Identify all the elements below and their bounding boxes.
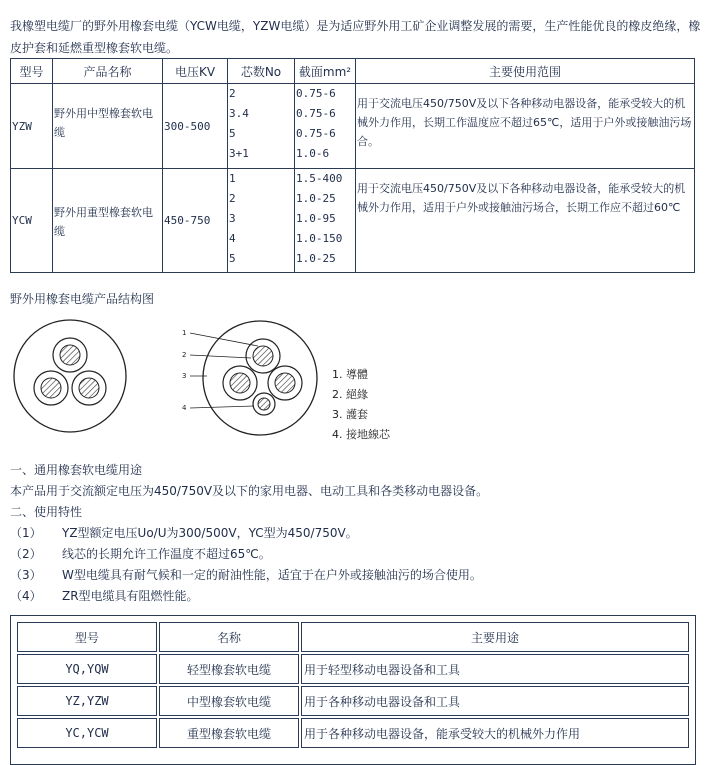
core-value: 5 bbox=[229, 127, 236, 140]
row-voltage: 300-500 bbox=[163, 84, 228, 169]
table-row bbox=[11, 84, 695, 169]
core-left bbox=[223, 366, 257, 400]
col-model: 型号 bbox=[11, 59, 53, 84]
core-value: 3+1 bbox=[229, 147, 249, 160]
row-model: YCW bbox=[11, 169, 53, 273]
legend-item: 2. 絕緣 bbox=[332, 388, 368, 401]
row-usage: 用于各种移动电器设备，能承受较大的机械外力作用 bbox=[301, 718, 689, 748]
legend-item: 3. 護套 bbox=[332, 408, 368, 421]
core-top bbox=[53, 338, 87, 372]
row-model: YZW bbox=[11, 84, 53, 169]
spec-table bbox=[10, 58, 695, 273]
row-name: 重型橡套软电缆 bbox=[159, 718, 299, 748]
core-value: 2 bbox=[229, 192, 236, 205]
list-item bbox=[10, 565, 710, 586]
row-model: YC,YCW bbox=[17, 718, 157, 748]
item-text: ZR型电缆具有阻燃性能。 bbox=[62, 589, 199, 603]
core-top bbox=[246, 339, 280, 373]
item-number: （4） bbox=[10, 589, 42, 603]
row-usage: 用于轻型移动电器设备和工具 bbox=[301, 654, 689, 684]
col-usage: 主要用途 bbox=[301, 622, 689, 652]
list-item bbox=[10, 586, 710, 607]
intro-paragraph: 我橡塑电缆厂的野外用橡套电缆（YCW电缆，YZW电缆）是为适应野外用工矿企业调整发展的需要，生产性能优良的橡皮绝缘，橡皮护套和延燃重型橡套软电缆。 bbox=[10, 19, 701, 55]
core-right bbox=[72, 371, 106, 405]
callout-b1: 1 bbox=[182, 329, 187, 337]
col-name: 名称 bbox=[159, 622, 299, 652]
row-name: 轻型橡套软电缆 bbox=[159, 654, 299, 684]
core-left bbox=[34, 371, 68, 405]
col-cores: 芯数No bbox=[228, 59, 295, 84]
row-model: YQ,YQW bbox=[17, 654, 157, 684]
section-usage bbox=[10, 460, 710, 607]
section-value: 1.0-150 bbox=[296, 232, 343, 245]
row-sections bbox=[295, 84, 356, 169]
row-usage: 用于交流电压450/750V及以下各种移动电器设备，能承受较大的机械外力作用，长期工作温度应不超过65℃，适用于户外或接触油污场合。 bbox=[356, 84, 695, 169]
section-value: 1.0-6 bbox=[296, 147, 330, 160]
callout-b2: 2 bbox=[182, 351, 187, 359]
col-voltage: 电压KV bbox=[163, 59, 228, 84]
core-value: 1 bbox=[229, 172, 236, 185]
table-row bbox=[17, 718, 689, 748]
item-number: （3） bbox=[10, 568, 42, 582]
section-value: 1.5-400 bbox=[296, 172, 343, 185]
list-item bbox=[10, 544, 710, 565]
table-row bbox=[11, 169, 695, 273]
section-value: 1.0-25 bbox=[296, 192, 336, 205]
core-right bbox=[268, 366, 302, 400]
row-usage: 用于各种移动电器设备和工具 bbox=[301, 686, 689, 716]
item-text: W型电缆具有耐气候和一定的耐油性能，适宜于在户外或接触油污的场合使用。 bbox=[62, 568, 482, 582]
spec-table-header bbox=[11, 59, 695, 84]
diagram-title: 野外用橡套电缆产品结构图 bbox=[10, 292, 155, 306]
row-usage: 用于交流电压450/750V及以下各种移动电器设备，能承受较大的机械外力作用，适用于户外或接触油污场合，长期工作应不超过60℃ bbox=[356, 169, 695, 273]
legend-item: 4. 接地線芯 bbox=[332, 428, 390, 441]
col-usage: 主要使用范围 bbox=[356, 59, 695, 84]
item-number: （2） bbox=[10, 547, 42, 561]
item-text: 线芯的长期允许工作温度不超过65℃。 bbox=[62, 547, 271, 561]
core-value: 5 bbox=[229, 252, 236, 265]
usage-table-header bbox=[17, 622, 689, 652]
section-value: 1.0-25 bbox=[296, 252, 336, 265]
cable-structure-diagram bbox=[10, 318, 430, 443]
usage-table-frame bbox=[10, 615, 696, 765]
row-name: 野外用中型橡套软电缆 bbox=[53, 84, 163, 169]
section-value: 0.75-6 bbox=[296, 87, 336, 100]
item-number: （1） bbox=[10, 526, 42, 540]
core-value: 3 bbox=[229, 212, 236, 225]
core-ground bbox=[253, 393, 275, 415]
row-cores bbox=[228, 169, 295, 273]
col-model: 型号 bbox=[17, 622, 157, 652]
section-text: 本产品用于交流额定电压为450/750V及以下的家用电器、电动工具和各类移动电器设备。 bbox=[10, 484, 489, 498]
row-model: YZ,YZW bbox=[17, 686, 157, 716]
row-name: 野外用重型橡套软电缆 bbox=[53, 169, 163, 273]
col-section: 截面mm² bbox=[295, 59, 356, 84]
row-name: 中型橡套软电缆 bbox=[159, 686, 299, 716]
list-item bbox=[10, 523, 710, 544]
core-value: 2 bbox=[229, 87, 236, 100]
core-value: 3.4 bbox=[229, 107, 249, 120]
section-value: 0.75-6 bbox=[296, 127, 336, 140]
callout-b4: 4 bbox=[182, 404, 187, 412]
section-value: 0.75-6 bbox=[296, 107, 336, 120]
usage-table bbox=[15, 620, 691, 750]
item-text: YZ型额定电压Uo/U为300/500V，YC型为450/750V。 bbox=[62, 526, 358, 540]
legend-item: 1. 導體 bbox=[332, 368, 368, 381]
callout-b3: 3 bbox=[182, 372, 187, 380]
row-voltage: 450-750 bbox=[163, 169, 228, 273]
section-value: 1.0-95 bbox=[296, 212, 336, 225]
row-sections bbox=[295, 169, 356, 273]
table-row bbox=[17, 686, 689, 716]
row-cores bbox=[228, 84, 295, 169]
table-row bbox=[17, 654, 689, 684]
cable-4-core bbox=[203, 321, 317, 435]
cable-3-core bbox=[14, 320, 126, 432]
section-heading: 一、通用橡套软电缆用途 bbox=[10, 463, 143, 477]
col-name: 产品名称 bbox=[53, 59, 163, 84]
section-heading: 二、使用特性 bbox=[10, 505, 83, 519]
core-value: 4 bbox=[229, 232, 236, 245]
